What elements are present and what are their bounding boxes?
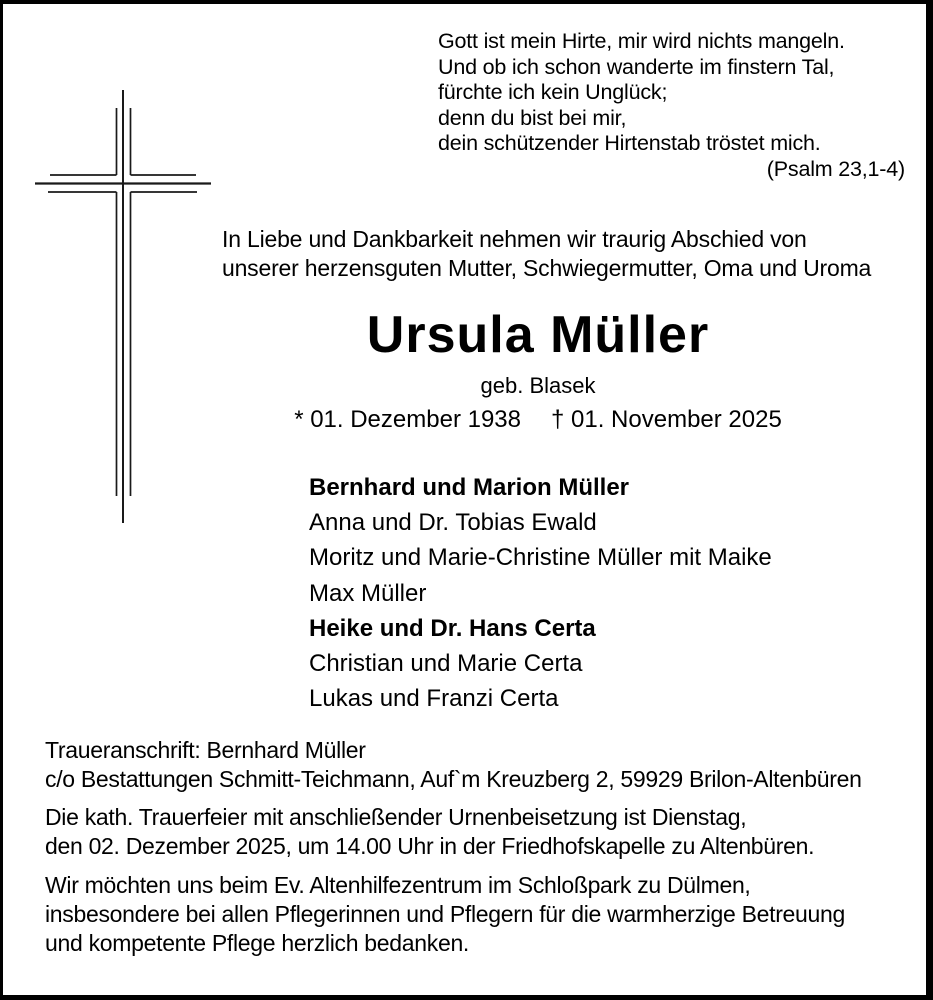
psalm-citation: (Psalm 23,1-4) xyxy=(766,156,905,181)
mourner-line: Anna und Dr. Tobias Ewald xyxy=(309,509,597,537)
mourner-line: Bernhard und Marion Müller xyxy=(309,474,630,501)
farewell-intro-line: unserer herzensguten Mutter, Schwiegermutter, Oma und Uroma xyxy=(222,255,872,281)
psalm-line: fürchte ich kein Unglück; xyxy=(438,80,668,104)
deceased-name: Ursula Müller xyxy=(366,306,710,364)
mourner-line: Christian und Marie Certa xyxy=(309,650,583,678)
mourner-line: Moritz und Marie-Christine Müller mit Maike xyxy=(309,544,772,572)
birth-date: * 01. Dezember 1938 xyxy=(294,406,521,433)
mourner-line: Heike und Dr. Hans Certa xyxy=(309,614,596,642)
psalm-line: dein schützender Hirtenstab tröstet mich. xyxy=(438,131,821,155)
mourner-line: Max Müller xyxy=(309,579,427,607)
farewell-intro xyxy=(222,225,871,283)
cross-icon xyxy=(30,85,220,530)
psalm-line: Und ob ich schon wanderte im finstern Tal, xyxy=(438,54,835,79)
farewell-intro-line: In Liebe und Dankbarkeit nehmen wir traurig Abschied von xyxy=(222,226,807,252)
psalm-verse xyxy=(438,29,905,182)
psalm-line: Gott ist mein Hirte, mir wird nichts mangeln. xyxy=(438,29,845,53)
frame-border-bottom xyxy=(0,995,933,1000)
funeral-service-info xyxy=(45,803,814,861)
funeral-service-line: den 02. Dezember 2025, um 14.00 Uhr in der Friedhofskapelle zu Altenbüren. xyxy=(45,833,815,859)
thanks-note-line: und kompetente Pflege herzlich bedanken. xyxy=(45,930,470,956)
mourning-address xyxy=(45,736,862,794)
death-date: † 01. November 2025 xyxy=(551,406,782,433)
mourning-address-line: c/o Bestattungen Schmitt-Teichmann, Auf`m Kreuzberg 2, 59929 Brilon-Altenbüren xyxy=(45,766,862,792)
funeral-service-line: Die kath. Trauerfeier mit anschließender Urnenbeisetzung ist Dienstag, xyxy=(45,804,747,830)
life-dates xyxy=(143,407,933,433)
mourners-list xyxy=(309,470,772,716)
mourning-address-line: Traueranschrift: Bernhard Müller xyxy=(45,737,366,763)
frame-border-top xyxy=(0,0,933,4)
thanks-note-line: insbesondere bei allen Pflegerinnen und Pflegern für die warmherzige Betreuung xyxy=(45,901,846,927)
thanks-note-line: Wir möchten uns beim Ev. Altenhilfezentrum im Schloßpark zu Dülmen, xyxy=(45,872,751,898)
frame-border-left xyxy=(0,0,3,1000)
psalm-line: denn du bist bei mir, xyxy=(438,105,627,130)
thanks-note xyxy=(45,871,845,958)
maiden-name: geb. Blasek xyxy=(480,373,596,398)
mourner-line: Lukas und Franzi Certa xyxy=(309,685,559,713)
frame-border-right xyxy=(926,0,933,1000)
